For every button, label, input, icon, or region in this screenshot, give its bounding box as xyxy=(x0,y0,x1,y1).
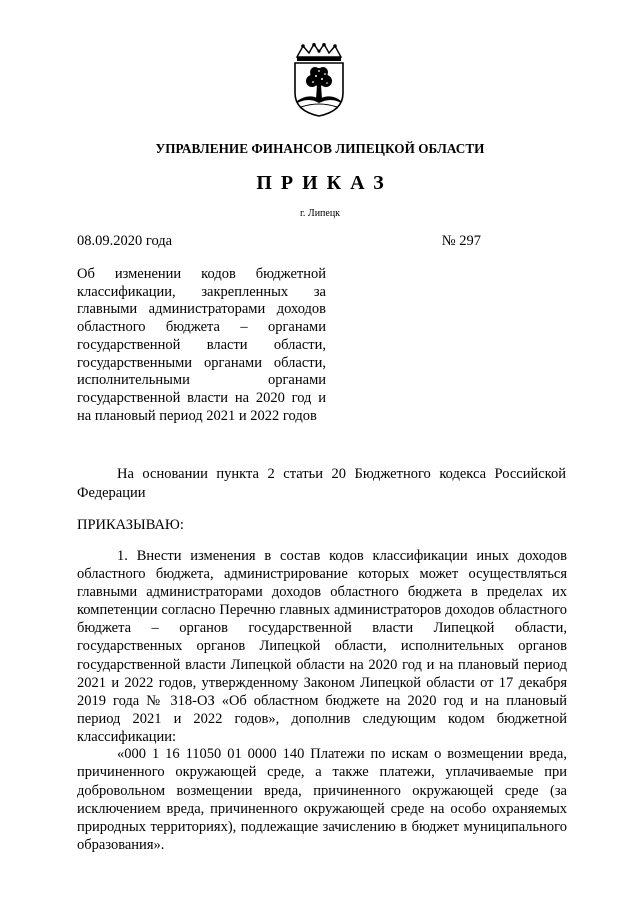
coat-of-arms-icon xyxy=(291,43,347,117)
city-label: г. Липецк xyxy=(299,208,341,219)
order-paragraph-1: 1. Внести изменения в состав кодов классификации иных доходов областного бюджета, администрирование которых может осуществляться главными администраторами доходов областного бюджета в пределах их компетенции согласно Перечню главных администраторов доходов областного бюджета – органов государственной власти Липецкой области, государственных органов Липецкой области, исполнительных органов государственной власти Липецкой области на 2020 год и на плановый период 2021 и 2022 годов, утвержденному Законом Липецкой области от 17 декабря 2019 года № 318-ОЗ «Об областном бюджете на 2020 год и на плановый период 2021 и 2022 годов», дополнив следующим кодом бюджетной классификации: xyxy=(77,548,567,745)
document-type-title: ПРИКАЗ xyxy=(256,172,393,194)
document-number: № 297 xyxy=(441,233,481,249)
order-heading: ПРИКАЗЫВАЮ: xyxy=(77,517,184,533)
organization-title: УПРАВЛЕНИЕ ФИНАНСОВ ЛИПЕЦКОЙ ОБЛАСТИ xyxy=(155,141,485,156)
budget-code-quote: «000 1 16 11050 01 0000 140 Платежи по искам о возмещении вреда, причиненного окружающей среде, а также платежи, уплачиваемые при добровольном возмещении вреда, причиненного окружающей среде (за исключением вреда, причиненного окружающей среде на особо охраняемых природных территориях), подлежащие зачислению в бюджет муниципального образования». xyxy=(77,746,567,854)
legal-basis-paragraph: На основании пункта 2 статьи 20 Бюджетного кодекса Российской Федерации xyxy=(77,466,566,501)
document-subject: Об изменении кодов бюджетной классификации, закрепленных за главными администраторами доходов областного бюджета – органами государственной власти области, государственными органами области, исполнительными органами государственной власти на 2020 год и на плановый период 2021 и 2022 годов xyxy=(77,266,326,424)
document-date: 08.09.2020 года xyxy=(77,233,173,249)
